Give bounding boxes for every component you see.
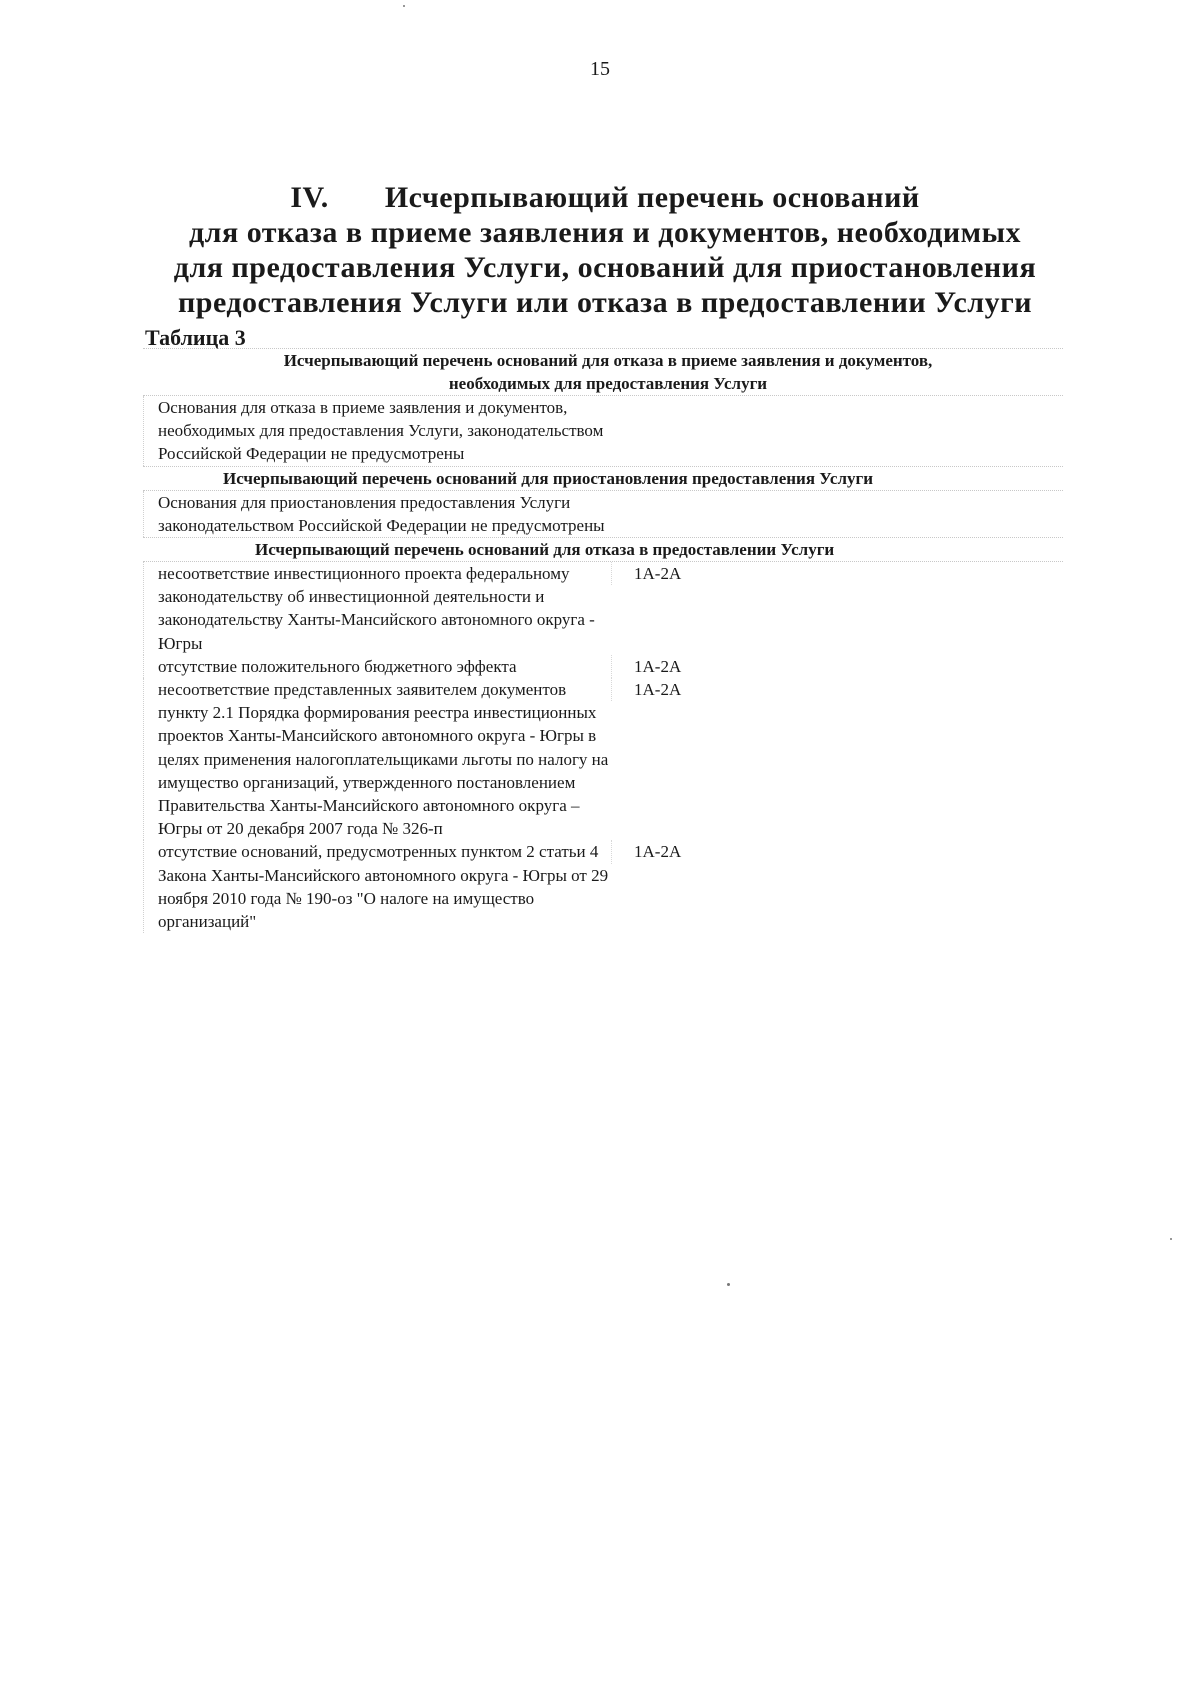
- section-roman-numeral: IV.: [290, 181, 329, 214]
- table-row: [143, 655, 1063, 678]
- ground-code: 1А-2А: [611, 562, 751, 585]
- grounds-table: [143, 348, 1063, 933]
- ground-code: 1А-2А: [611, 840, 751, 863]
- ground-text: отсутствие оснований, предусмотренных пунктом 2 статьи 4 Закона Ханты-Мансийского автономного округа - Югры от 29 ноября 2010 года № 190-оз "О налоге на имущество организаций": [143, 840, 611, 933]
- table-row: [143, 840, 1063, 933]
- heading-title: Исчерпывающий перечень оснований: [384, 181, 920, 214]
- section-header-refusal-service: Исчерпывающий перечень оснований для отказа в предоставлении Услуги: [143, 537, 1063, 562]
- section-header-suspension: Исчерпывающий перечень оснований для приостановления предоставления Услуги: [143, 466, 1063, 491]
- heading-line-2: для отказа в приеме заявления и документов, необходимых: [188, 216, 1022, 249]
- ground-text: Основания для отказа в приеме заявления и документов, необходимых для предоставления Услуги, законодательством Российской Федерации не предусмотрены: [143, 396, 611, 466]
- ground-text: отсутствие положительного бюджетного эффекта: [143, 655, 611, 678]
- table-row: [143, 562, 1063, 655]
- ground-code: 1А-2А: [611, 655, 751, 678]
- section-header-refusal-acceptance: [143, 348, 1063, 396]
- section-heading: [140, 180, 1070, 320]
- ground-text: Основания для приостановления предоставления Услуги законодательством Российской Федерации не предусмотрены: [143, 491, 611, 537]
- ground-code: 1А-2А: [611, 678, 751, 701]
- scan-speck: [1170, 1238, 1172, 1240]
- scan-speck: [403, 5, 405, 7]
- scan-speck: [727, 1283, 730, 1286]
- page-number: 15: [590, 58, 610, 80]
- section-header-line: Исчерпывающий перечень оснований для отказа в приеме заявления и документов,: [283, 351, 933, 370]
- ground-text: несоответствие инвестиционного проекта федеральному законодательству об инвестиционной деятельности и законодательству Ханты-Мансийского автономного округа - Югры: [143, 562, 611, 655]
- table-row: [143, 678, 1063, 840]
- heading-line-1: [140, 180, 1070, 215]
- table-caption: Таблица 3: [145, 325, 246, 350]
- table-row: [143, 491, 1063, 537]
- heading-line-3: для предоставления Услуги, оснований для приостановления: [173, 251, 1037, 284]
- table-row: [143, 396, 1063, 466]
- section-header-line: необходимых для предоставления Услуги: [448, 374, 768, 393]
- ground-text: несоответствие представленных заявителем документов пункту 2.1 Порядка формирования реестра инвестиционных проектов Ханты-Мансийского автономного округа - Югры в целях применения налогоплательщиками льготы по налогу на имущество организаций, утвержденного постановлением Правительства Ханты-Мансийского автономного округа – Югры от 20 декабря 2007 года № 326-п: [143, 678, 611, 840]
- heading-line-4: предоставления Услуги или отказа в предоставлении Услуги: [177, 286, 1033, 319]
